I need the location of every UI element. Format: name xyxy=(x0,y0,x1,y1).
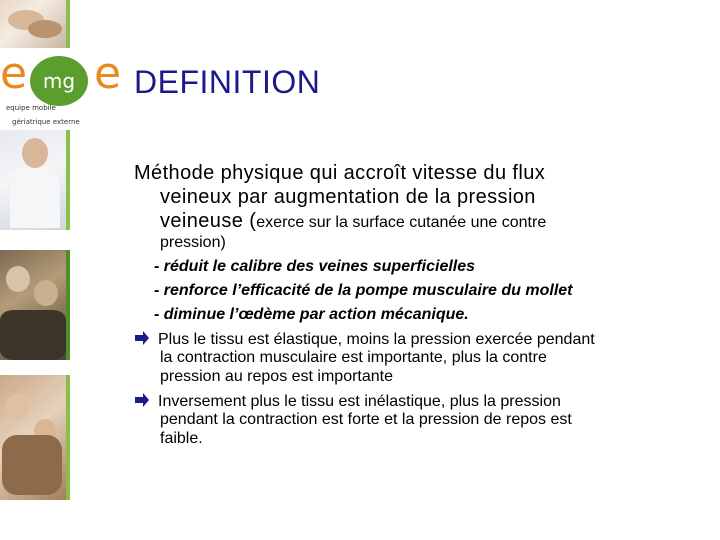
slide-title: DEFINITION xyxy=(134,64,321,100)
definition-line-3-big: veineuse ( xyxy=(160,210,257,232)
emge-logo xyxy=(0,48,124,128)
bullet-2: - renforce l’efficacité de la pompe musculaire du mollet xyxy=(154,282,573,299)
arrow-point-1-line-3: pression au repos est importante xyxy=(160,368,394,385)
arrow-point-2-line-1: Inversement plus le tissu est inélastique, plus la pression xyxy=(158,393,561,410)
logo-letter-left: e xyxy=(0,48,28,99)
definition-line-3-small: exerce sur la surface cutanée une contre xyxy=(256,214,547,231)
arrow-point-2 xyxy=(134,392,561,411)
arrow-right-icon xyxy=(134,330,150,346)
photo-handshake xyxy=(0,0,66,48)
arrow-point-1-line-1: Plus le tissu est élastique, moins la pression exercée pendant xyxy=(158,331,595,348)
arrow-point-1 xyxy=(134,330,595,349)
bullet-1: - réduit le calibre des veines superficielles xyxy=(154,258,476,275)
arrow-right-icon xyxy=(134,392,150,408)
logo-tagline-1: equipe mobile xyxy=(6,104,56,112)
arrow-point-2-line-2: pendant la contraction est forte et la pression de repos est xyxy=(160,411,572,428)
arrow-point-1-line-2: la contraction musculaire est importante, plus la contre xyxy=(160,349,547,366)
definition-line-4: pression) xyxy=(160,234,226,251)
photo-elderly-care xyxy=(0,250,66,360)
logo-tagline-2: gériatrique externe xyxy=(12,118,80,126)
logo-circle: mg xyxy=(30,56,88,106)
definition-line-3 xyxy=(160,210,546,233)
definition-line-2: veineux par augmentation de la pression xyxy=(160,186,536,208)
photo-doctor xyxy=(0,130,66,230)
bullet-3: - diminue l’œdème par action mécanique. xyxy=(154,306,469,323)
photo-caregiver xyxy=(0,375,66,500)
arrow-point-2-line-3: faible. xyxy=(160,430,203,447)
definition-line-1: Méthode physique qui accroît vitesse du flux xyxy=(134,162,546,184)
logo-letter-right: e xyxy=(94,48,122,99)
